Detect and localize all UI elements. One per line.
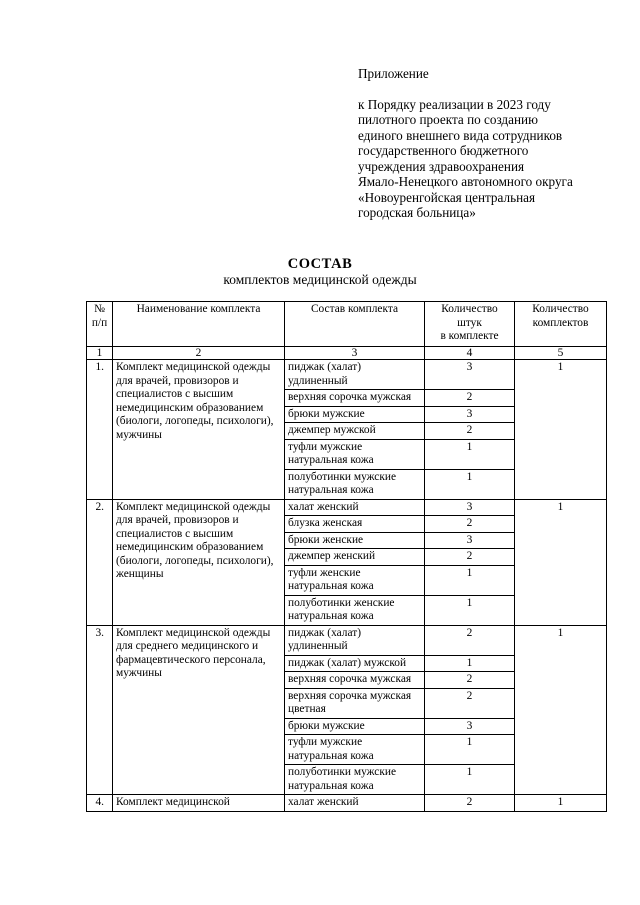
item-name: туфли мужские натуральная кожа	[285, 735, 425, 765]
item-name: туфли мужские натуральная кожа	[285, 439, 425, 469]
item-qty: 1	[425, 765, 515, 795]
item-qty: 3	[425, 499, 515, 516]
header-name: Наименование комплекта	[113, 302, 285, 347]
item-name: верхняя сорочка мужская	[285, 390, 425, 407]
item-name: блузка женская	[285, 516, 425, 533]
item-qty: 2	[425, 423, 515, 440]
item-name: брюки женские	[285, 532, 425, 549]
header-composition: Состав комплекта	[285, 302, 425, 347]
appendix-block	[358, 66, 628, 221]
appendix-line: городская больница»	[358, 205, 476, 220]
table-row	[87, 499, 607, 516]
item-qty: 3	[425, 360, 515, 390]
item-qty: 2	[425, 688, 515, 718]
set-count: 1	[515, 625, 607, 795]
item-qty: 1	[425, 595, 515, 625]
item-qty: 1	[425, 469, 515, 499]
table-row	[87, 625, 607, 655]
set-name: Комплект медицинской одежды для врачей, провизоров и специалистов с высшим немедицинским образованием (биологи, логопеды, психологи), женщины	[113, 499, 285, 625]
item-name: пиджак (халат) удлиненный	[285, 360, 425, 390]
appendix-line: единого внешнего вида сотрудников	[358, 127, 563, 143]
item-qty: 2	[425, 672, 515, 689]
header-qty: Количество штук в комплекте	[425, 302, 515, 347]
appendix-lines	[358, 97, 628, 221]
item-qty: 1	[425, 439, 515, 469]
column-index-row	[87, 347, 607, 360]
table-body	[87, 360, 607, 812]
row-number: 1.	[87, 360, 113, 500]
item-name: брюки мужские	[285, 406, 425, 423]
item-name: полуботинки мужские натуральная кожа	[285, 469, 425, 499]
item-qty: 2	[425, 549, 515, 566]
item-name: пиджак (халат) мужской	[285, 655, 425, 672]
table-row	[87, 360, 607, 390]
column-index: 2	[113, 347, 285, 360]
appendix-line: к Порядку реализации в 2023 году	[358, 96, 551, 112]
item-qty: 1	[425, 735, 515, 765]
appendix-line: государственного бюджетного	[358, 143, 529, 158]
column-index: 3	[285, 347, 425, 360]
item-qty: 2	[425, 795, 515, 812]
row-number: 2.	[87, 499, 113, 625]
item-name: верхняя сорочка мужская	[285, 672, 425, 689]
item-name: халат женский	[285, 795, 425, 812]
document-heading	[0, 256, 640, 287]
column-index: 5	[515, 347, 607, 360]
set-count: 1	[515, 795, 607, 812]
item-qty: 2	[425, 625, 515, 655]
appendix-line: пилотного проекта по созданию	[358, 112, 538, 127]
item-name: джемпер женский	[285, 549, 425, 566]
item-name: брюки мужские	[285, 718, 425, 735]
appendix-title: Приложение	[358, 66, 429, 81]
item-name: халат женский	[285, 499, 425, 516]
item-qty: 2	[425, 390, 515, 407]
set-count: 1	[515, 360, 607, 500]
column-index: 4	[425, 347, 515, 360]
header-sets: Количество комплектов	[515, 302, 607, 347]
table-header-row	[87, 302, 607, 347]
row-number: 4.	[87, 795, 113, 812]
item-name: туфли женские натуральная кожа	[285, 565, 425, 595]
item-name: полуботинки женские натуральная кожа	[285, 595, 425, 625]
item-qty: 3	[425, 406, 515, 423]
set-name: Комплект медицинской одежды для среднего медицинского и фармацевтического персонала, мужчины	[113, 625, 285, 795]
row-number: 3.	[87, 625, 113, 795]
item-name: полуботинки мужские натуральная кожа	[285, 765, 425, 795]
item-qty: 1	[425, 655, 515, 672]
heading-main: СОСТАВ	[287, 256, 353, 272]
item-name: пиджак (халат) удлиненный	[285, 625, 425, 655]
item-qty: 2	[425, 516, 515, 533]
appendix-line: учреждения здравоохранения	[358, 158, 525, 174]
item-qty: 3	[425, 532, 515, 549]
item-qty: 3	[425, 718, 515, 735]
set-count: 1	[515, 499, 607, 625]
sets-table	[86, 301, 607, 812]
set-name: Комплект медицинской	[113, 795, 285, 812]
item-qty: 1	[425, 565, 515, 595]
heading-sub: комплектов медицинской одежды	[223, 272, 417, 287]
item-name: джемпер мужской	[285, 423, 425, 440]
appendix-line: Ямало-Ненецкого автономного округа	[358, 174, 573, 189]
column-index: 1	[87, 347, 113, 360]
table-row	[87, 795, 607, 812]
set-name: Комплект медицинской одежды для врачей, провизоров и специалистов с высшим немедицинским образованием (биологи, логопеды, психологи), мужчины	[113, 360, 285, 500]
item-name: верхняя сорочка мужская цветная	[285, 688, 425, 718]
appendix-line: «Новоуренгойская центральная	[358, 189, 536, 205]
header-num: № п/п	[87, 302, 113, 347]
